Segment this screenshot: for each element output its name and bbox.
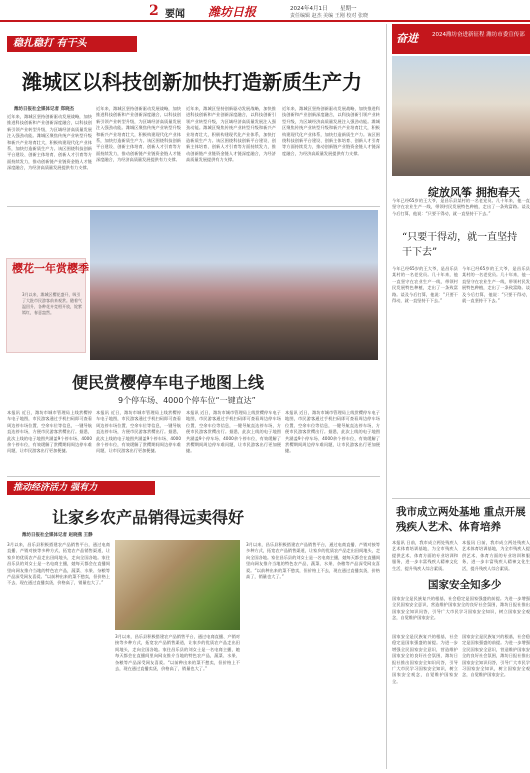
vegetable-vendor-photo <box>115 540 240 630</box>
second-story-banner: 推动经济活力 强有力 <box>7 481 155 495</box>
parking-body-col3: 本报讯 近日，潍坊市城市管理局上线赏樱停车电子地图，市民游客通过手机扫码即可查看周边停车场位置、空余车位等信息，一键导航直达停车场，方便市民游客赏樱出行。据悉，此次上线的电子地图共涵盖9个停车场、4000余个停车位，有效缓解了赏樱期间周边停车难问题，让市民游客出行更加便捷。 <box>186 410 281 454</box>
issue-date: 2024年4月1日 <box>290 6 328 12</box>
farm-body-col3: 3月以来，昌乐县积极搭建农产品销售平台，通过电商直播、产销对接等多种方式，拓宽农产品销售渠道，让家乡的优质农产品走出田间地头，走向全国各地。家住昌乐县的刘女士是一名电商主播，她每天都会在直播间里向网友推介当地的特色农产品，蔬菜、水果、杂粮等产品深受网友喜爱。“以前种出来的菜不愁卖，但价格上不去，现在通过直播卖货，价格高了，销量也大了。” <box>246 542 380 580</box>
disability-body-col1: 本报讯 日前，我市成立两处残疾人艺术体育培训基地，为全市残疾人提供艺术、体育方面的专业培训和服务，进一步丰富残疾人精神文化生活，提升残疾人综合素质。 <box>392 540 458 571</box>
parking-body-col1: 本报讯 近日，潍坊市城市管理局上线赏樱停车电子地图，市民游客通过手机扫码即可查看周边停车场位置、空余车位等信息，一键导航直达停车场，方便市民游客赏樱出行。据悉，此次上线的电子地图共涵盖9个停车场、4000余个停车位，有效缓解了赏樱期间周边停车难问题，让市民游客出行更加便捷。 <box>7 410 92 454</box>
farm-body-col1: 3月以来，昌乐县积极搭建农产品销售平台，通过电商直播、产销对接等多种方式，拓宽农产品销售渠道，让家乡的优质农产品走出田间地头，走向全国各地。家住昌乐县的刘女士是一名电商主播，她每天都会在直播间里向网友推介当地的特色农产品，蔬菜、水果、杂粮等产品深受网友喜爱。“以前种出来的菜不愁卖，但价格上不去，现在通过直播卖货，价格高了，销量也大了。” <box>7 542 110 586</box>
farm-body-col2: 3月以来，昌乐县积极搭建农产品销售平台，通过电商直播、产销对接等多种方式，拓宽农产品销售渠道，让家乡的优质农产品走出田间地头，走向全国各地。家住昌乐县的刘女士是一名电商主播，她每天都会在直播间里向网友推介当地的特色农产品，蔬菜、水果、杂粮等产品深受网友喜爱。“以前种出来的菜不愁卖，但价格上不去，现在通过直播卖货，价格高了，销量也大了。” <box>115 634 240 672</box>
photo-caption-text: 今年已经65岁的王大爷，是昌乐县某村的一名老党员。几十年来，他一直坚守在农业生产一线，带领村民发展特色种植，走出了一条致富路。谈及今后打算，他说：“只要干得动，就一直坚持干下去。” <box>392 198 530 216</box>
editor-credits: 责任编辑 赵杰 美编 王刚 校对 张晓 <box>290 13 368 19</box>
lead-body-col4: 近年来，潍城区坚持创新驱动发展战略，加快推进科技创新和产业创新深度融合，以科技创新引领产业转型升级，为区域经济高质量发展注入强劲动能。潍城区聚焦传统产业转型升级和新兴产业培育壮大，积极构建现代化产业体系，加快打造新质生产力。该区围绕科技创新平台建设、创新主体培育、创新人才引育等方面持续发力，推动创新链产业链资金链人才链深度融合，为经济高质量发展提供有力支撑。 <box>282 106 380 156</box>
disability-body-col2: 本报讯 日前，我市成立两处残疾人艺术体育培训基地，为全市残疾人提供艺术、体育方面的专业培训和服务，进一步丰富残疾人精神文化生活，提升残疾人综合素质。 <box>462 540 530 571</box>
poem-title: 樱花一年赏樱季 <box>12 262 89 275</box>
lead-body-col1: 近年来，潍城区坚持创新驱动发展战略，加快推进科技创新和产业创新深度融合，以科技创新引领产业转型升级，为区域经济高质量发展注入强劲动能。潍城区聚焦传统产业转型升级和新兴产业培育壮大，积极构建现代化产业体系，加快打造新质生产力。该区围绕科技创新平台建设、创新主体培育、创新人才引育等方面持续发力，推动创新链产业链资金链人才链深度融合，为经济高质量发展提供有力支撑。 <box>7 114 92 171</box>
masthead <box>0 0 530 22</box>
issue-weekday: 星期一 <box>340 6 357 12</box>
poem-text: 3月以来，潍城区樱花盛开，吸引了大批市民游客前来观赏。随着气温回升，各种花卉竞相开放，姹紫嫣红，春意盎然。 <box>22 292 82 315</box>
farm-products-headline[interactable]: 让家乡农产品销得远卖得好 <box>52 508 245 527</box>
farm-byline: 潍坊日报社全媒体记者 赵晓燕 王静 <box>22 533 93 538</box>
quote-headline[interactable]: “只要干得动，就一直坚持干下去” <box>402 232 518 258</box>
quote-body-col2: 今年已经65岁的王大爷，是昌乐县某村的一名老党员。几十年来，他一直坚守在农业生产一线，带领村民发展特色种植，走出了一条致富路。谈及今后打算，他说：“只要干得动，就一直坚持干下去。” <box>462 266 530 304</box>
column-divider <box>386 24 387 769</box>
kite-park-photo <box>392 56 530 176</box>
lead-body-col2: 近年来，潍城区坚持创新驱动发展战略，加快推进科技创新和产业创新深度融合，以科技创新引领产业转型升级，为区域经济高质量发展注入强劲动能。潍城区聚焦传统产业转型升级和新兴产业培育壮大，积极构建现代化产业体系，加快打造新质生产力。该区围绕科技创新平台建设、创新主体培育、创新人才引育等方面持续发力，推动创新链产业链资金链人才链深度融合，为经济高质量发展提供有力支撑。 <box>96 106 181 163</box>
paper-name: 潍坊日报 <box>208 5 257 19</box>
right-divider-1 <box>392 498 530 499</box>
page-number: 2 <box>149 3 159 19</box>
lead-story-banner: 稳扎稳打 有干头 <box>7 36 137 52</box>
section-name: 要闻 <box>165 9 185 20</box>
national-security-headline[interactable]: 国家安全知多少 <box>428 579 502 591</box>
lead-body-col3: 近年来，潍城区坚持创新驱动发展战略，加快推进科技创新和产业创新深度融合，以科技创新引领产业转型升级，为区域经济高质量发展注入强劲动能。潍城区聚焦传统产业转型升级和新兴产业培育壮大，积极构建现代化产业体系，加快打造新质生产力。该区围绕科技创新平台建设、创新主体培育、创新人才引育等方面持续发力，推动创新链产业链资金链人才链深度融合，为经济高质量发展提供有力支撑。 <box>186 106 276 163</box>
quote-body-col1: 今年已经65岁的王大爷，是昌乐县某村的一名老党员。几十年来，他一直坚守在农业生产一线，带领村民发展特色种植，走出了一条致富路。谈及今后打算，他说：“只要干得动，就一直坚持干下去。” <box>392 266 458 304</box>
photo-caption: 绽放风筝 拥抱春天 <box>428 186 520 199</box>
security-body-col1: 国家安全是民族复兴的根基，社会稳定是国家强盛的前提。为进一步增强全民国家安全意识，营造维护国家安全的良好社会氛围，潍坊日报社推出国家安全知识问答，引导广大市民学习国家安全知识，树立国家安全观念，自觉维护国家安全。 <box>392 634 458 684</box>
lead-byline: 潍坊日报社全媒体记者 郑晓杰 <box>14 107 75 112</box>
lead-divider <box>7 206 380 207</box>
cherry-blossom-photo <box>90 210 378 360</box>
parking-body-col2: 本报讯 近日，潍坊市城市管理局上线赏樱停车电子地图，市民游客通过手机扫码即可查看周边停车场位置、空余车位等信息，一键导航直达停车场，方便市民游客赏樱出行。据悉，此次上线的电子地图共涵盖9个停车场、4000余个停车位，有效缓解了赏樱期间周边停车难问题，让市民游客出行更加便捷。 <box>96 410 181 454</box>
parking-body-col4: 本报讯 近日，潍坊市城市管理局上线赏樱停车电子地图，市民游客通过手机扫码即可查看周边停车场位置、空余车位等信息，一键导航直达停车场，方便市民游客赏樱出行。据悉，此次上线的电子地图共涵盖9个停车场、4000余个停车位，有效缓解了赏樱期间周边停车难问题，让市民游客出行更加便捷。 <box>285 410 380 454</box>
parking-map-headline[interactable]: 便民赏樱停车电子地图上线 <box>72 373 265 392</box>
right-banner-text: 2024潍坊奋进新征程 潍坊市委宣传部 <box>432 32 525 38</box>
parking-map-subheadline: 9个停车场、4000个停车位“一键直达” <box>118 396 256 405</box>
lead-headline[interactable]: 潍城区以科技创新加快打造新质生产力 <box>22 70 362 94</box>
photo-story-divider <box>7 476 380 477</box>
disability-base-headline[interactable]: 我市成立两处基地 重点开展残疾人艺术、体育培养 <box>396 506 526 533</box>
right-banner-logo: 奋进 <box>396 32 418 45</box>
security-body-col2: 国家安全是民族复兴的根基，社会稳定是国家强盛的前提。为进一步增强全民国家安全意识，营造维护国家安全的良好社会氛围，潍坊日报社推出国家安全知识问答，引导广大市民学习国家安全知识，树立国家安全观念，自觉维护国家安全。 <box>462 634 530 678</box>
security-intro: 国家安全是民族复兴的根基，社会稳定是国家强盛的前提。为进一步增强全民国家安全意识，营造维护国家安全的良好社会氛围，潍坊日报社推出国家安全知识问答，引导广大市民学习国家安全知识，树立国家安全观念，自觉维护国家安全。 <box>392 596 530 621</box>
